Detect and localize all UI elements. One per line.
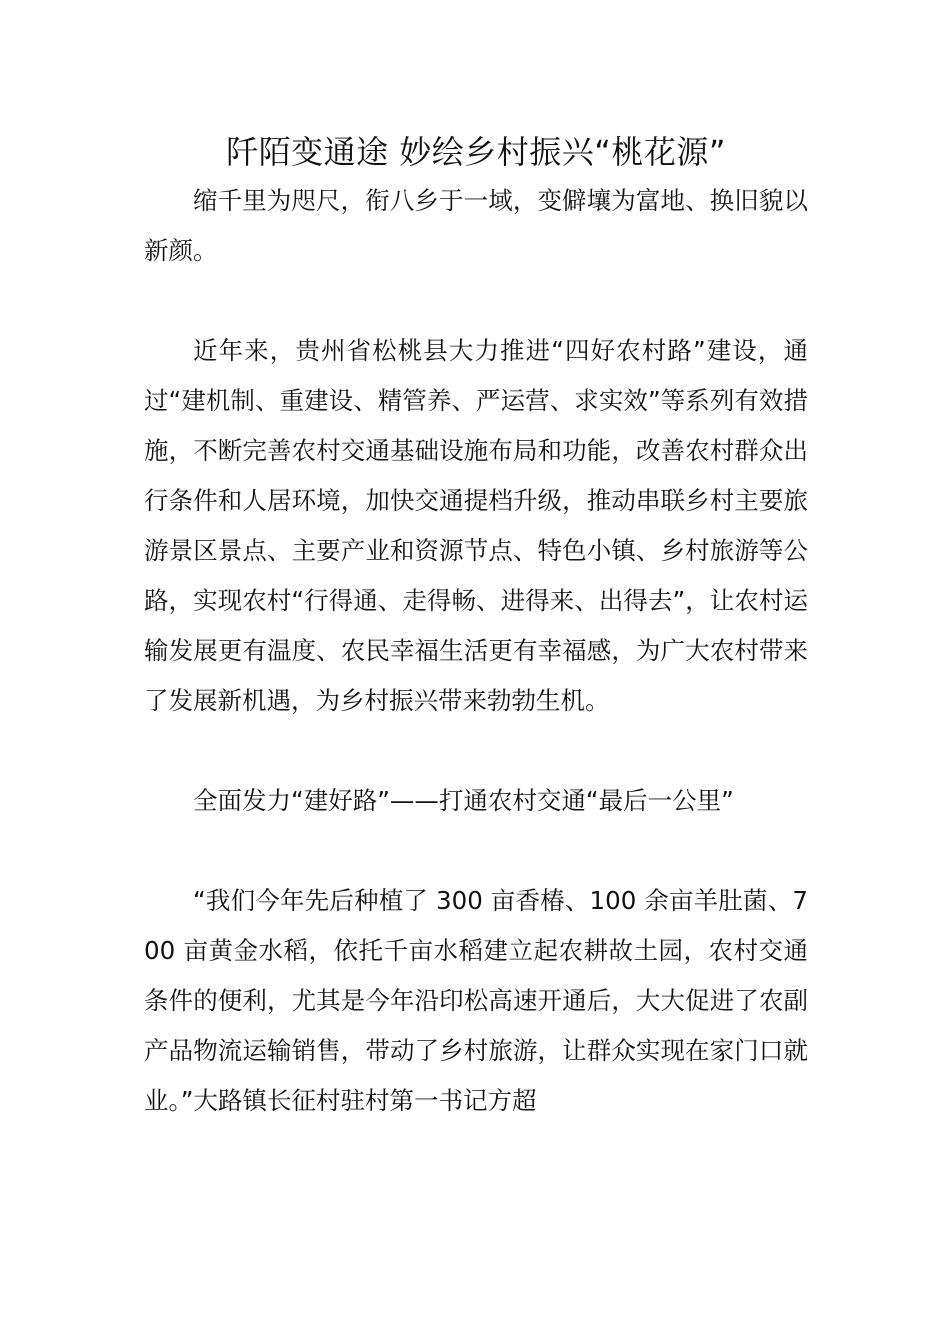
paragraph-quote: “我们今年先后种植了 300 亩香椿、100 余亩羊肚菌、700 亩黄金水稻，依托千亩水稻建立起农耕故土园，农村交通条件的便利，尤其是今年沿印松高速开通后，大大促进了农副产品物流运输销售，带动了乡村旅游，让群众实现在家门口就业。”大路镇长征村驻村第一书记方超	[144, 886, 808, 1115]
paragraph-intro: 缩千里为咫尺，衔八乡于一域，变僻壤为富地、换旧貌以新颜。	[144, 186, 808, 265]
paragraph-gap	[144, 726, 808, 776]
document-title: 阡陌变通途 妙绘乡村振兴“桃花源”	[226, 133, 726, 171]
paragraph-gap	[144, 276, 808, 326]
section-heading: 全面发力“建好路”——打通农村交通“最后一公里”	[193, 786, 734, 815]
document-page	[144, 128, 808, 1126]
paragraph-overview: 近年来，贵州省松桃县大力推进“四好农村路”建设，通过“建机制、重建设、精管养、严运营、求实效”等系列有效措施，不断完善农村交通基础设施布局和功能，改善农村群众出行条件和人居环境，加快交通提档升级，推动串联乡村主要旅游景区景点、主要产业和资源节点、特色小镇、乡村旅游等公路，实现农村“行得通、走得畅、进得来、出得去”，让农村运输发展更有温度、农民幸福生活更有幸福感，为广大农村带来了发展新机遇，为乡村振兴带来勃勃生机。	[144, 336, 808, 715]
paragraph-gap	[144, 826, 808, 876]
